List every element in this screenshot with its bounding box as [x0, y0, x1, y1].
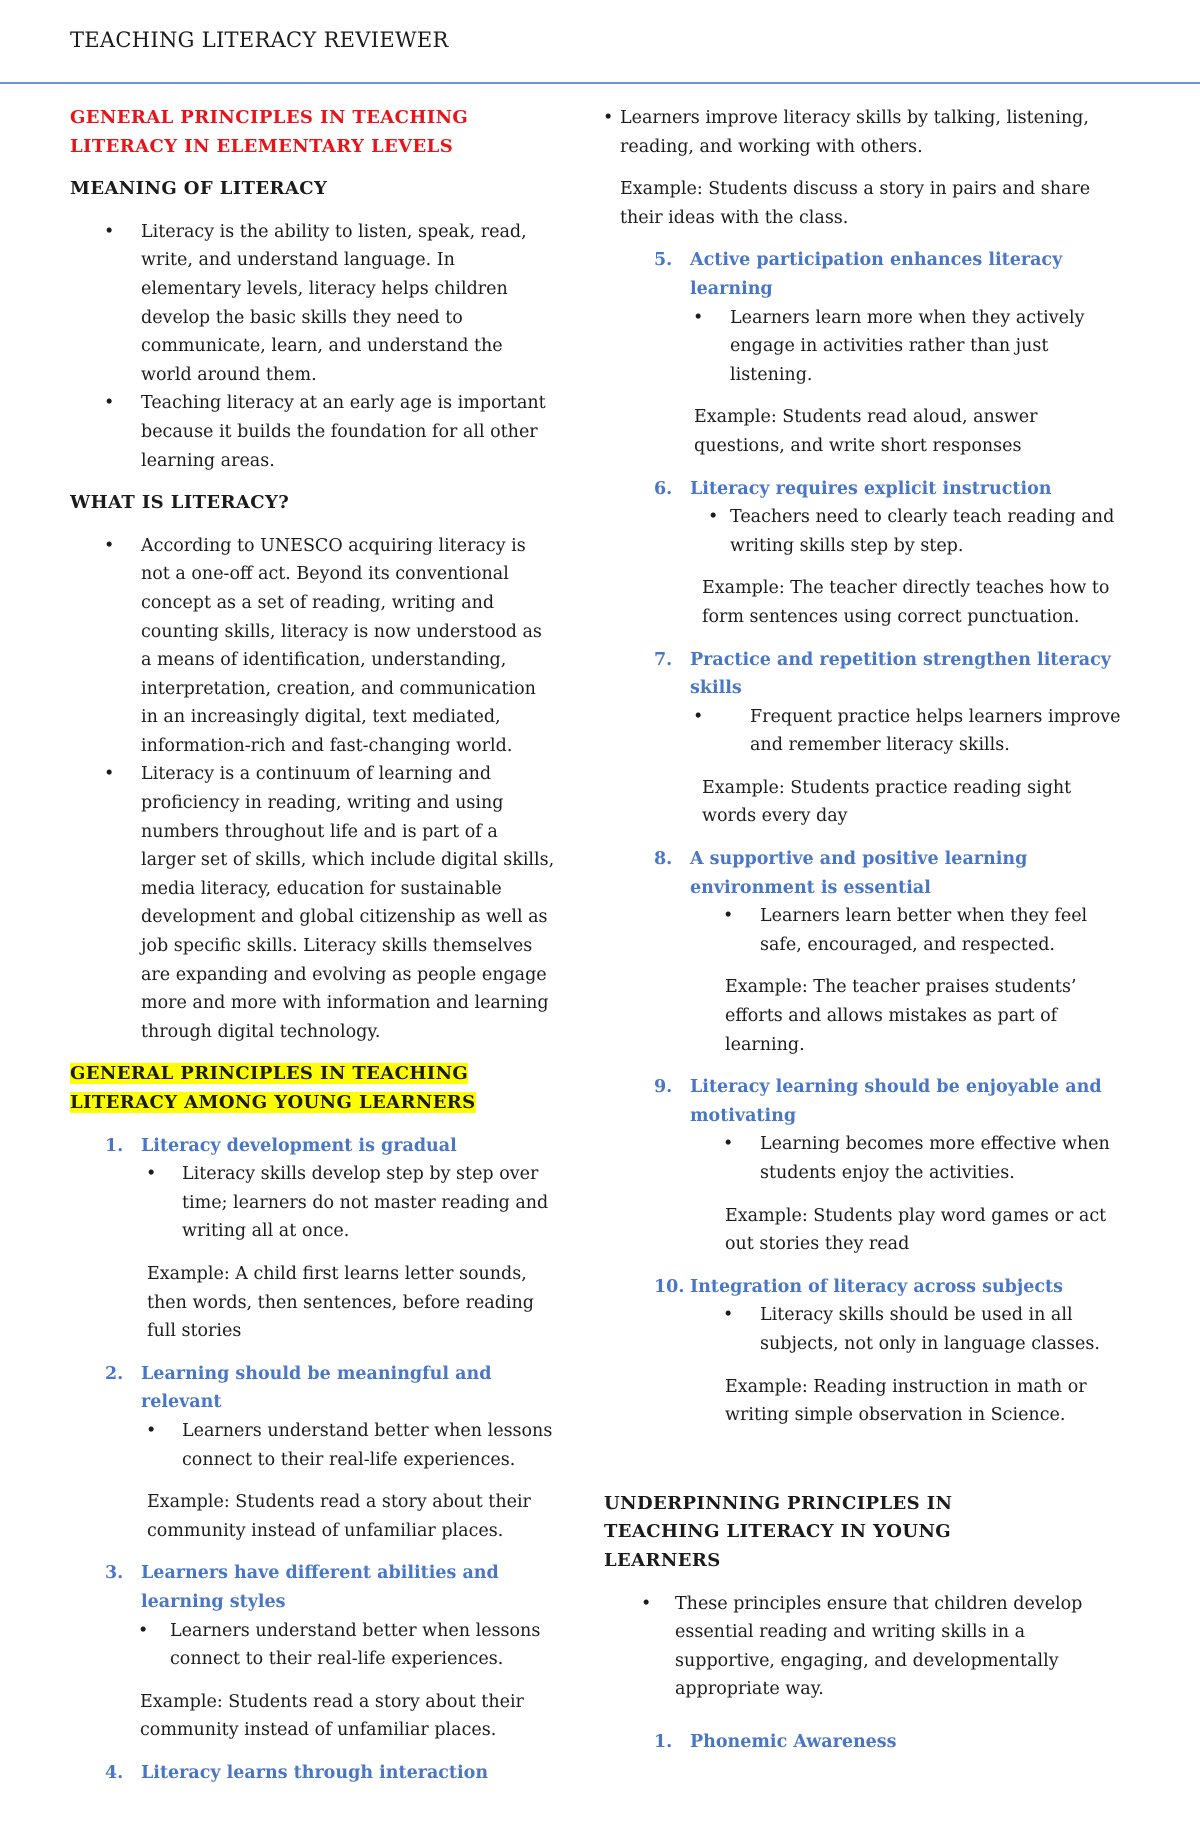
principle-title-text: Literacy development is gradual [141, 1135, 457, 1156]
list-item-text: Literacy skills should be used in all subjects, not only in language classes. [760, 1305, 1100, 1354]
what-bullet-list [70, 532, 555, 1047]
example-text: Example: Students discuss a story in pairs and share their ideas with the class. [620, 179, 1091, 228]
example-text: Example: Students play word games or act out stories they read [725, 1205, 1107, 1255]
list-item-text: Learners understand better when lessons connect to their real-life experiences. [182, 1420, 553, 1470]
list-item [693, 703, 1130, 760]
principle-number: 10. [654, 1276, 685, 1297]
principle-title [604, 246, 1130, 303]
list-item-text: Frequent practice helps learners improve and remember literacy skills. [750, 706, 1121, 756]
principle-title-text: Learners have different abilities and learning styles [141, 1563, 499, 1612]
example-text: Example: Students practice reading sight words every day [702, 777, 1072, 827]
principle-title [70, 1132, 555, 1161]
bullet-icon: • [146, 1420, 157, 1441]
principle-title [70, 1559, 555, 1616]
continued-bullet-list [508, 104, 1120, 161]
meaning-bullet-list [70, 218, 555, 475]
principle-title-text: Literacy requires explicit instruction [690, 478, 1052, 499]
example-text: Example: The teacher directly teaches how to form sentences using correct punctuation. [702, 578, 1110, 627]
list-item-text: Literacy is the ability to listen, speak, read, write, and understand language. In elementary levels, literacy helps children develop the basic skills they need to communicate, learn, and understand the world around them. [141, 221, 527, 385]
list-item [693, 304, 1130, 390]
principle-number: 8. [654, 849, 673, 870]
section-heading-young-learners [70, 1060, 490, 1117]
principle-bullet-list [604, 1130, 1130, 1187]
section-heading-what: WHAT IS LITERACY? [70, 492, 290, 514]
principle-title [604, 845, 1130, 902]
principle-bullet-list [604, 703, 1130, 760]
principle-number: 6. [654, 478, 673, 499]
example-text: Example: Reading instruction in math or writing simple observation in Science. [725, 1376, 1087, 1426]
example-text: Example: Students read a story about their community instead of unfamiliar places. [140, 1691, 524, 1741]
example-text: Example: Students read a story about their community instead of unfamiliar places. [147, 1492, 531, 1541]
list-item-text: According to UNESCO acquiring literacy is not a one-off act. Beyond its conventional concept as a set of reading, writing and counting skills, literacy is now understood as a means of identification, understanding, interpretation, creation, and communication in an increasingly digital, text mediated, information-rich and fast-changing world. [141, 535, 542, 756]
list-item [723, 1130, 1130, 1187]
list-item [603, 104, 1120, 161]
principle-bullet-list [70, 1617, 555, 1674]
principle-title-text: Practice and repetition strengthen literacy skills [690, 649, 1111, 699]
principle-title-text: Active participation enhances literacy learning [690, 250, 1063, 299]
principle-number: 4. [105, 1762, 124, 1783]
bullet-icon: • [693, 706, 704, 727]
list-item [146, 1417, 555, 1474]
bullet-icon: • [138, 1620, 149, 1641]
principle-bullet-list [604, 304, 1130, 390]
principle-number: 3. [105, 1563, 124, 1584]
principle-title [70, 1759, 555, 1788]
list-item [138, 1617, 555, 1674]
principle-title [604, 475, 1130, 504]
list-item [104, 532, 555, 761]
right-column [603, 104, 1130, 1757]
page-title: TEACHING LITERACY REVIEWER [70, 28, 449, 52]
section-heading-elementary: GENERAL PRINCIPLES IN TEACHING LITERACY IN ELEMENTARY LEVELS [70, 107, 469, 157]
highlighted-heading-text: GENERAL PRINCIPLES IN TEACHING LITERACY AMONG YOUNG LEARNERS [70, 1063, 476, 1113]
principle-number: 2. [105, 1363, 124, 1384]
principle-bullet-list [604, 1301, 1130, 1358]
bullet-icon: • [723, 1305, 734, 1326]
underpinning-bullet-list [604, 1590, 1130, 1704]
principle-title-text: Integration of literacy across subjects [690, 1276, 1063, 1297]
principle-title-text: Phonemic Awareness [690, 1731, 897, 1752]
principle-title-text: Learning should be meaningful and relevant [141, 1363, 492, 1413]
list-item [104, 218, 555, 390]
principle-title [604, 1073, 1130, 1130]
list-item-text: Literacy skills develop step by step over time; learners do not master reading and writing all at once. [182, 1164, 549, 1242]
list-item [723, 1301, 1130, 1358]
section-heading-meaning: MEANING OF LITERACY [70, 178, 328, 200]
list-item [104, 389, 555, 475]
bullet-icon: • [723, 1134, 734, 1155]
principle-number: 5. [654, 250, 673, 271]
bullet-icon: • [708, 507, 719, 528]
principle-title-text: A supportive and positive learning environment is essential [690, 849, 1028, 898]
example-text: Example: The teacher praises students’ efforts and allows mistakes as part of learning. [725, 977, 1077, 1055]
bullet-icon: • [723, 906, 734, 927]
bullet-icon: • [104, 535, 115, 556]
bullet-icon: • [693, 307, 704, 328]
list-item-text: Learners understand better when lessons connect to their real-life experiences. [170, 1620, 541, 1670]
principle-bullet-list [604, 902, 1130, 959]
bullet-icon: • [641, 1593, 652, 1614]
principle-number: 1. [654, 1731, 673, 1752]
list-item [104, 760, 555, 1046]
example-text: Example: A child first learns letter sounds, then words, then sentences, before reading full stories [147, 1263, 534, 1342]
bullet-icon: • [104, 764, 115, 785]
list-item [723, 902, 1130, 959]
principle-bullet-list [70, 1160, 555, 1246]
bullet-icon: • [146, 1164, 157, 1185]
list-item-text: These principles ensure that children develop essential reading and writing skills in a supportive, engaging, and developmentally appropriate way. [675, 1593, 1083, 1700]
principle-title-text: Literacy learns through interaction [141, 1762, 489, 1783]
list-item [146, 1160, 555, 1246]
principle-title [604, 646, 1130, 703]
principle-bullet-list [604, 503, 1130, 560]
principle-bullet-list [70, 1417, 555, 1474]
list-item [641, 1590, 1130, 1704]
list-item [708, 503, 1130, 560]
example-text: Example: Students read aloud, answer questions, and write short responses [694, 407, 1038, 456]
principle-title [604, 1728, 1130, 1757]
list-item-text: Learners learn more when they actively engage in activities rather than just listening. [730, 307, 1085, 385]
principle-title [604, 1273, 1130, 1302]
principle-number: 9. [654, 1077, 673, 1098]
list-item-text: Learning becomes more effective when students enjoy the activities. [760, 1134, 1110, 1183]
left-column [70, 104, 555, 1787]
list-item-text: Teaching literacy at an early age is important because it builds the foundation for all other learning areas. [141, 393, 546, 471]
list-item-text: Learners learn better when they feel safe, encouraged, and respected. [760, 906, 1088, 955]
principle-title [70, 1360, 555, 1417]
bullet-icon: • [603, 108, 614, 128]
bullet-icon: • [104, 221, 115, 242]
principle-title-text: Literacy learning should be enjoyable and motivating [690, 1077, 1102, 1126]
principle-number: 7. [654, 649, 673, 670]
list-item-text: Learners improve literacy skills by talking, listening, reading, and working with others. [620, 108, 1089, 157]
bullet-icon: • [104, 393, 115, 414]
list-item-text: Teachers need to clearly teach reading and writing skills step by step. [730, 507, 1115, 556]
header-divider [0, 82, 1200, 84]
principle-number: 1. [105, 1135, 124, 1156]
list-item-text: Literacy is a continuum of learning and proficiency in reading, writing and using numbers throughout life and is part of a larger set of skills, which include digital skills, media literacy, education for sustainable development and global citizenship as well as job specific skills. Literacy skills themselves are expanding and evolving as people engage more and more with information and learning through digital technology. [141, 764, 555, 1042]
section-heading-underpinning: UNDERPINNING PRINCIPLES IN TEACHING LITERACY IN YOUNG LEARNERS [604, 1492, 953, 1571]
